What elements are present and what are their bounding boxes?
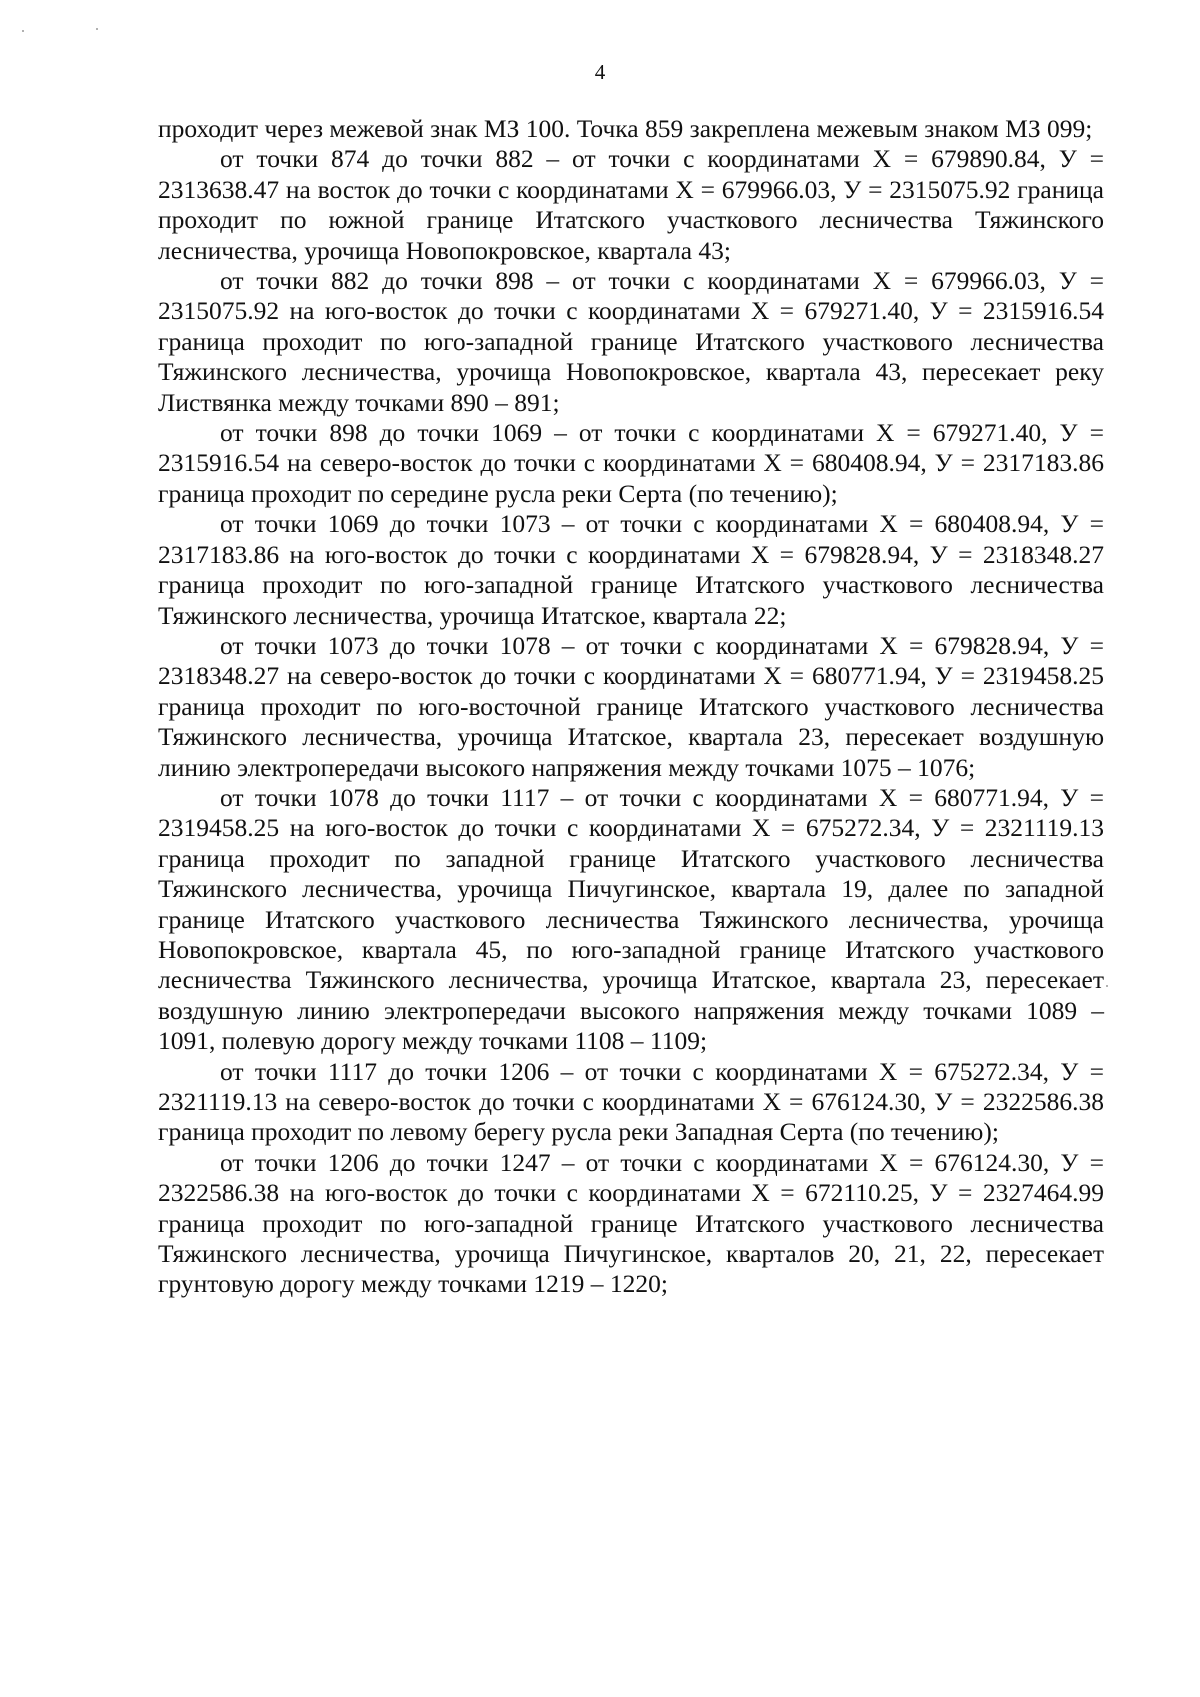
paragraph: от точки 1206 до точки 1247 – от точки с координатами Х = 676124.30, У = 2322586.38 на юго-восток до точки с координатами Х = 672110.25, У = 2327464.99 граница проходит по юго-западной границе Итатского участкового лесничества Тяжинского лесничества, урочища Пичугинское, кварталов 20, 21, 22, пересекает грунтовую дорогу между точками 1219 – 1220;: [158, 1147, 1104, 1299]
paragraph: проходит через межевой знак МЗ 100. Точка 859 закреплена межевым знаком МЗ 099;: [158, 114, 1093, 143]
paragraph: от точки 882 до точки 898 – от точки с координатами Х = 679966.03, У = 2315075.92 на юго-восток до точки с координатами Х = 679271.40, У = 2315916.54 граница проходит по юго-западной границе Итатского участкового лесничества Тяжинского лесничества, урочища Новопокровское, квартала 43, пересекает реку Листвянка между точками 890 – 891;: [158, 266, 1104, 417]
paragraph: от точки 1069 до точки 1073 – от точки с координатами Х = 680408.94, У = 2317183.86 на юго-восток до точки с координатами Х = 679828.94, У = 2318348.27 граница проходит по юго-западной границе Итатского участкового лесничества Тяжинского лесничества, урочища Итатское, квартала 22;: [158, 509, 1104, 630]
scan-artifact: [1106, 985, 1108, 987]
paragraph: от точки 1078 до точки 1117 – от точки с координатами Х = 680771.94, У = 2319458.25 на юго-восток до точки с координатами Х = 675272.34, У = 2321119.13 граница проходит по западной границе Итатского участкового лесничества Тяжинского лесничества, урочища Пичугинское, квартала 19, далее по западной границе Итатского участкового лесничества Тяжинского лесничества, урочища Новопокровское, квартала 45, по юго-западной границе Итатского участкового лесничества Тяжинского лесничества, урочища Итатское, квартала 23, пересекает воздушную линию электропередачи высокого напряжения между точками 1089 – 1091, полевую дорогу между точками 1108 – 1109;: [158, 782, 1104, 1056]
paragraph: от точки 898 до точки 1069 – от точки с координатами Х = 679271.40, У = 2315916.54 на северо-восток до точки с координатами Х = 680408.94, У = 2317183.86 граница проходит по середине русла реки Серта (по течению);: [158, 418, 1104, 508]
paragraph: от точки 874 до точки 882 – от точки с координатами Х = 679890.84, У = 2313638.47 на восток до точки с координатами Х = 679966.03, У = 2315075.92 граница проходит по южной границе Итатского участкового лесничества Тяжинского лесничества, урочища Новопокровское, квартала 43;: [158, 144, 1104, 265]
page-number: 4: [594, 60, 606, 84]
paragraph: от точки 1117 до точки 1206 – от точки с координатами Х = 675272.34, У = 2321119.13 на северо-восток до точки с координатами Х = 676124.30, У = 2322586.38 граница проходит по левому берегу русла реки Западная Серта (по течению);: [158, 1056, 1104, 1147]
scan-artifact: [22, 30, 24, 32]
scan-artifact: [96, 28, 98, 30]
document-body: [158, 114, 1104, 1300]
paragraph: от точки 1073 до точки 1078 – от точки с координатами Х = 679828.94, У = 2318348.27 на северо-восток до точки с координатами Х = 680771.94, У = 2319458.25 граница проходит по юго-восточной границе Итатского участкового лесничества Тяжинского лесничества, урочища Итатское, квартала 23, пересекает воздушную линию электропередачи высокого напряжения между точками 1075 – 1076;: [158, 630, 1104, 782]
